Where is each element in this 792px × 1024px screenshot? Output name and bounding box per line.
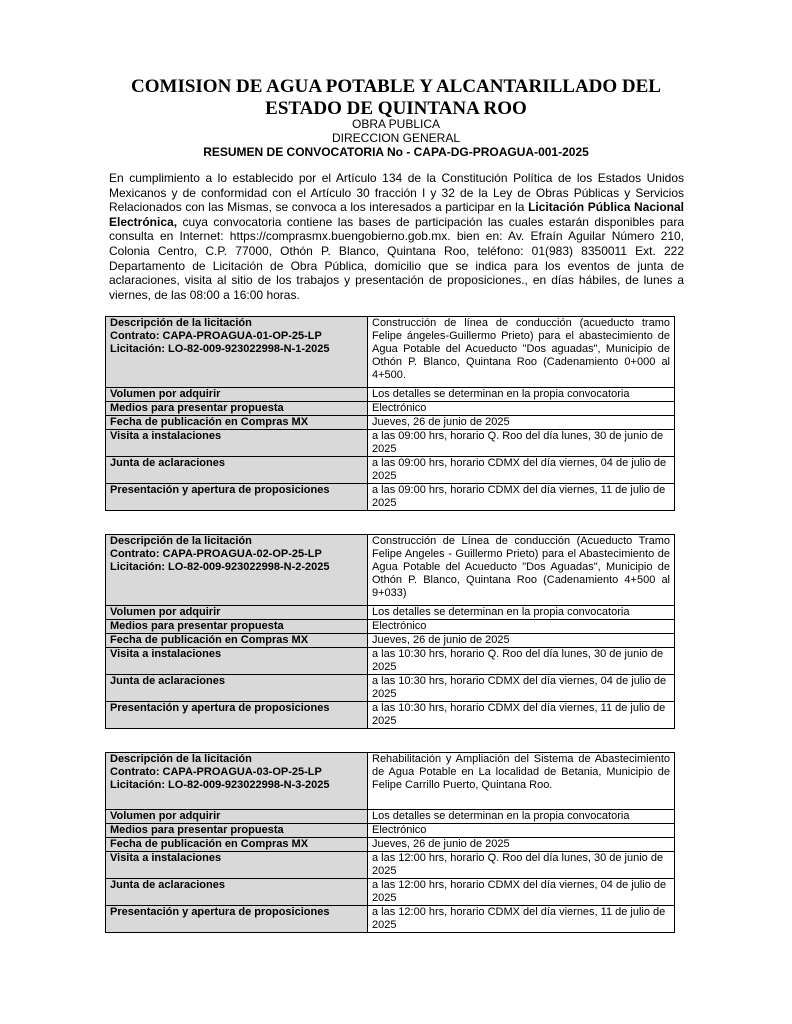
table-row [106, 702, 675, 729]
intro-text-2: cuya convocatoria contiene las bases de participación las cuales estarán disponibles para consulta en Internet: https://comprasmx.buengobierno.gob.mx. bien en: Av. Efraín Aguilar Número 210, Colonia Centro, C.P. 77000, Othón P. Blanco, Quintana Roo, teléfono: 01(983) 8350011 Ext. 222 Departamento de Licitación de Obra Pública, domicilio que se indica para los eventos de junta de aclaraciones, visita al sitio de los trabajos y presentación de proposiciones., en días hábiles, de lunes a viernes, de las 08:00 a 16:00 horas. [109, 214, 684, 302]
table-row [106, 457, 675, 484]
proposals-opening-value: a las 10:30 hrs, horario CDMX del día viernes, 11 de julio de 2025 [368, 702, 675, 729]
description-label-cell [106, 317, 368, 388]
tender-number: Licitación: LO-82-009-923022998-N-3-2025 [110, 779, 330, 791]
submission-means-label: Medios para presentar propuesta [106, 824, 368, 838]
proposals-opening-label: Presentación y apertura de proposiciones [106, 906, 368, 933]
table-row [106, 634, 675, 648]
table-row [106, 402, 675, 416]
submission-means-value: Electrónico [368, 402, 675, 416]
site-visit-value: a las 10:30 hrs, horario Q. Roo del día lunes, 30 de junio de 2025 [368, 648, 675, 675]
publication-date-label: Fecha de publicación en Compras MX [106, 634, 368, 648]
publication-date-label: Fecha de publicación en Compras MX [106, 838, 368, 852]
volume-value: Los detalles se determinan en la propia convocatoria [368, 810, 675, 824]
description-label-cell [106, 535, 368, 606]
contract-number: Contrato: CAPA-PROAGUA-01-OP-25-LP [110, 330, 322, 342]
proposals-opening-value: a las 12:00 hrs, horario CDMX del día viernes, 11 de julio de 2025 [368, 906, 675, 933]
clarification-meeting-value: a las 10:30 hrs, horario CDMX del día viernes, 04 de julio de 2025 [368, 675, 675, 702]
table-row [106, 810, 675, 824]
table-row [106, 535, 675, 606]
clarification-meeting-label: Junta de aclaraciones [106, 457, 368, 484]
table-row [106, 824, 675, 838]
contract-number: Contrato: CAPA-PROAGUA-02-OP-25-LP [110, 548, 322, 560]
subtitle-direccion-general: DIRECCION GENERAL [331, 131, 461, 145]
table-row [106, 416, 675, 430]
table-row [106, 606, 675, 620]
description-label: Descripción de la licitación [110, 317, 252, 329]
table-row [106, 838, 675, 852]
description-label-cell [106, 753, 368, 810]
description-value: Construcción de Línea de conducción (Acueducto Tramo Felipe Angeles - Guillermo Prieto) para el Abastecimiento de Agua Potable del Acueducto "Dos Aguadas", Municipio de Othón P. Blanco, Quintana Roo (Cadenamiento 4+500 al 9+033) [368, 535, 675, 606]
tender-table-3 [105, 752, 675, 933]
tender-number: Licitación: LO-82-009-923022998-N-1-2025 [110, 343, 330, 355]
clarification-meeting-label: Junta de aclaraciones [106, 675, 368, 702]
summary-heading: RESUMEN DE CONVOCATORIA No - CAPA-DG-PROAGUA-001-2025 [203, 145, 589, 159]
clarification-meeting-value: a las 09:00 hrs, horario CDMX del día viernes, 04 de julio de 2025 [368, 457, 675, 484]
site-visit-label: Visita a instalaciones [106, 430, 368, 457]
table-row [106, 484, 675, 511]
tender-number: Licitación: LO-82-009-923022998-N-2-2025 [110, 561, 330, 573]
intro-bold-text: Licitación Pública Nacional Electrónica, [109, 200, 685, 229]
table-row [106, 879, 675, 906]
volume-label: Volumen por adquirir [106, 810, 368, 824]
site-visit-label: Visita a instalaciones [106, 852, 368, 879]
table-row [106, 388, 675, 402]
submission-means-label: Medios para presentar propuesta [106, 620, 368, 634]
site-visit-value: a las 12:00 hrs, horario Q. Roo del día lunes, 30 de junio de 2025 [368, 852, 675, 879]
tender-table-1 [105, 316, 675, 511]
intro-text-1: En cumplimiento a lo establecido por el Artículo 134 de la Constitución Política de los Estados Unidos Mexicanos y de conformidad con el Artículo 30 fracción I y 32 de la Ley de Obras Públicas y Servicios Relacionados con las Mismas, se convoca a los interesados a participar en la [109, 171, 684, 215]
tender-table-2 [105, 534, 675, 729]
publication-date-label: Fecha de publicación en Compras MX [106, 416, 368, 430]
description-label: Descripción de la licitación [110, 753, 252, 765]
subtitle-obra-publica: OBRA PUBLICA [351, 117, 441, 131]
publication-date-value: Jueves, 26 de junio de 2025 [368, 838, 675, 852]
table-row [106, 852, 675, 879]
clarification-meeting-label: Junta de aclaraciones [106, 879, 368, 906]
volume-value: Los detalles se determinan en la propia convocatoria [368, 606, 675, 620]
table-row [106, 906, 675, 933]
volume-label: Volumen por adquirir [106, 606, 368, 620]
submission-means-label: Medios para presentar propuesta [106, 402, 368, 416]
volume-value: Los detalles se determinan en la propia convocatoria [368, 388, 675, 402]
description-value: Construcción de línea de conducción (acueducto tramo Felipe ángeles-Guillermo Prieto) para el abastecimiento de Agua Potable del Acueducto "Dos aguadas", Municipio de Othón P. Blanco, Quintana Roo (Cadenamiento 0+000 al 4+500. [368, 317, 675, 388]
intro-paragraph [109, 171, 684, 302]
submission-means-value: Electrónico [368, 824, 675, 838]
description-label: Descripción de la licitación [110, 535, 252, 547]
proposals-opening-label: Presentación y apertura de proposiciones [106, 484, 368, 511]
table-row [106, 753, 675, 810]
table-row [106, 675, 675, 702]
table-row [106, 430, 675, 457]
table-row [106, 648, 675, 675]
publication-date-value: Jueves, 26 de junio de 2025 [368, 634, 675, 648]
title-line-2: ESTADO DE QUINTANA ROO [265, 98, 527, 119]
proposals-opening-label: Presentación y apertura de proposiciones [106, 702, 368, 729]
title-line-1: COMISION DE AGUA POTABLE Y ALCANTARILLADO DEL [131, 76, 661, 97]
proposals-opening-value: a las 09:00 hrs, horario CDMX del día viernes, 11 de julio de 2025 [368, 484, 675, 511]
description-value: Rehabilitación y Ampliación del Sistema de Abastecimiento de Agua Potable en La localidad de Betania, Municipio de Felipe Carrillo Puerto, Quintana Roo. [368, 753, 675, 810]
site-visit-label: Visita a instalaciones [106, 648, 368, 675]
contract-number: Contrato: CAPA-PROAGUA-03-OP-25-LP [110, 766, 322, 778]
clarification-meeting-value: a las 12:00 hrs, horario CDMX del día viernes, 04 de julio de 2025 [368, 879, 675, 906]
publication-date-value: Jueves, 26 de junio de 2025 [368, 416, 675, 430]
table-row [106, 317, 675, 388]
submission-means-value: Electrónico [368, 620, 675, 634]
table-row [106, 620, 675, 634]
site-visit-value: a las 09:00 hrs, horario Q. Roo del día lunes, 30 de junio de 2025 [368, 430, 675, 457]
volume-label: Volumen por adquirir [106, 388, 368, 402]
document-title [100, 76, 692, 120]
